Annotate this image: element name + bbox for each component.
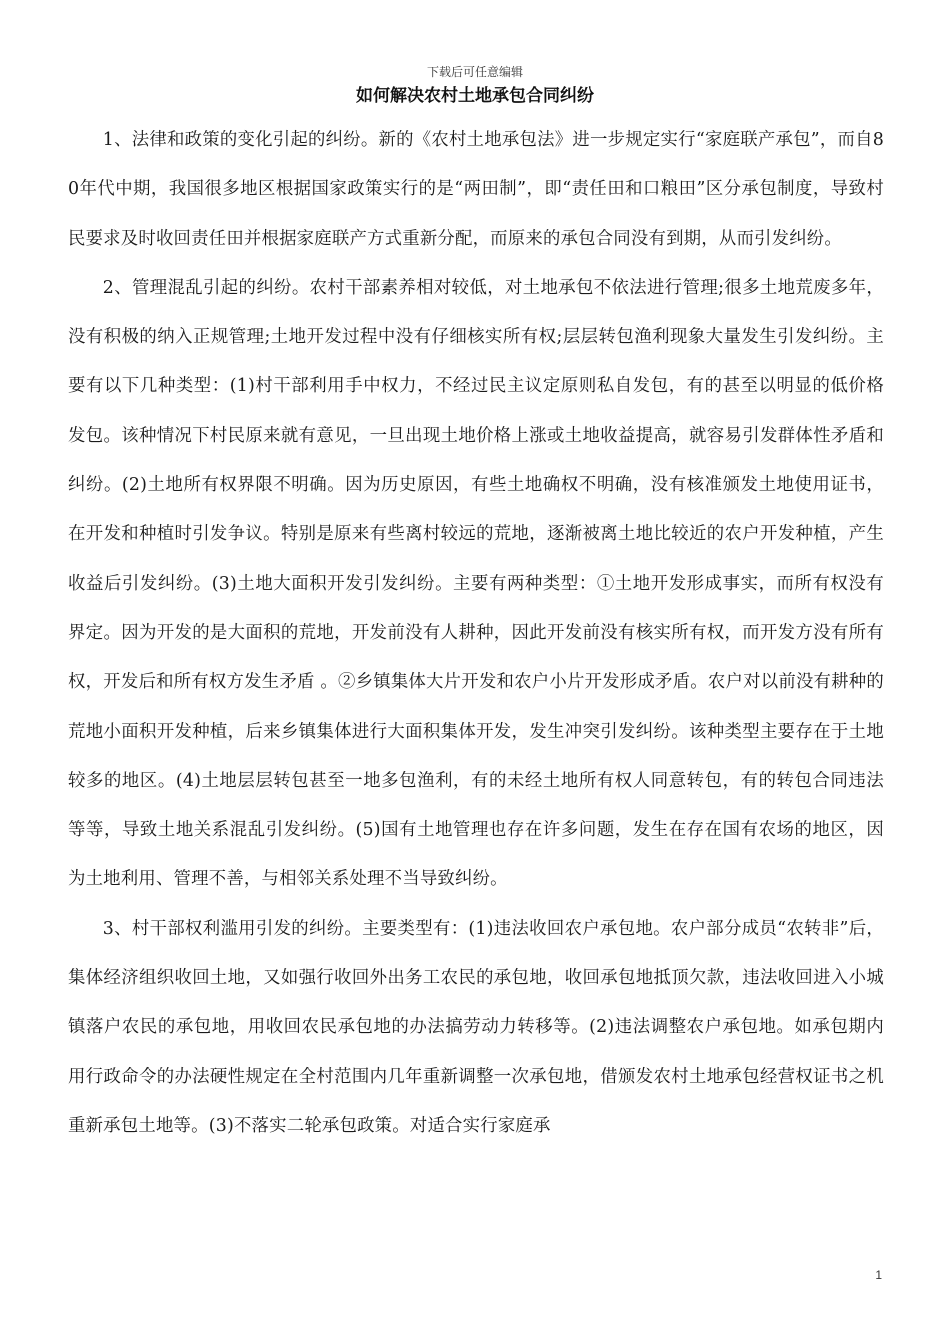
paragraph-1: 1、法律和政策的变化引起的纠纷。新的《农村土地承包法》进一步规定实行“家庭联产承包”，而自80年代中期，我国很多地区根据国家政策实行的是“两田制”，即“责任田和口粮田”区分承包制度，导致村民要求及时收回责任田并根据家庭联产方式重新分配，而原来的承包合同没有到期，从而引发纠纷。 [68,130,884,249]
paragraph-3: 3、村干部权利滥用引发的纠纷。主要类型有：(1)违法收回农户承包地。农户部分成员“农转非”后，集体经济组织收回土地，又如强行收回外出务工农民的承包地，收回承包地抵顶欠款，违法收回进入小城镇落户农民的承包地，用收回农民承包地的办法搞劳动力转移等。(2)违法调整农户承包地。如承包期内用行政命令的办法硬性规定在全村范围内几年重新调整一次承包地，借颁发农村土地承包经营权证书之机重新承包土地等。(3)不落实二轮承包政策。对适合实行家庭承 [68,918,884,1136]
page-number: 1 [875,1268,882,1282]
document-title: 如何解决农村土地承包合同纠纷 [356,86,594,106]
header-note: 下载后可任意编辑 [426,65,523,79]
document-body [68,116,884,1151]
paragraph-2: 2、管理混乱引起的纠纷。农村干部素养相对较低，对土地承包不依法进行管理;很多土地荒废多年，没有积极的纳入正规管理;土地开发过程中没有仔细核实所有权;层层转包渔利现象大量发生引发纠纷。主要有以下几种类型：(1)村干部利用手中权力，不经过民主议定原则私自发包，有的甚至以明显的低价格发包。该种情况下村民原来就有意见，一旦出现土地价格上涨或土地收益提高，就容易引发群体性矛盾和纠纷。(2)土地所有权界限不明确。因为历史原因，有些土地确权不明确，没有核准颁发土地使用证书，在开发和种植时引发争议。特别是原来有些离村较远的荒地，逐渐被离土地比较近的农户开发种植，产生收益后引发纠纷。(3)土地大面积开发引发纠纷。主要有两种类型：①土地开发形成事实，而所有权没有界定。因为开发的是大面积的荒地，开发前没有人耕种，因此开发前没有核实所有权，而开发方没有所有权，开发后和所有权方发生矛盾 。②乡镇集体大片开发和农户小片开发形成矛盾。农户对以前没有耕种的荒地小面积开发种植，后来乡镇集体进行大面积集体开发，发生冲突引发纠纷。该种类型主要存在于土地较多的地区。(4)土地层层转包甚至一地多包渔利，有的未经土地所有权人同意转包，有的转包合同违法等等，导致土地关系混乱引发纠纷。(5)国有土地管理也存在许多问题，发生在存在国有农场的地区，因为土地利用、管理不善，与相邻关系处理不当导致纠纷。 [68,277,884,890]
